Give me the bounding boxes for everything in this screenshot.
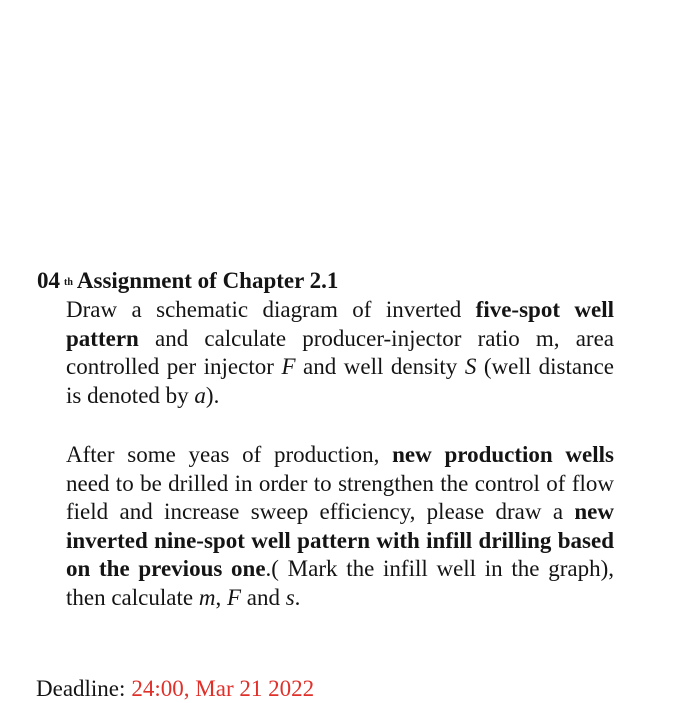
- task-paragraph-nine-spot: [66, 441, 614, 612]
- deadline-label: Deadline:: [36, 676, 126, 701]
- deadline-line: [36, 675, 314, 703]
- bold-term-new-wells: new production wells: [392, 442, 614, 467]
- italic-symbol-S: S: [464, 354, 477, 379]
- deadline-date: 24:00, Mar 21 2022: [131, 676, 315, 701]
- italic-symbol-F: F: [281, 354, 296, 379]
- italic-symbol-s: s: [285, 584, 295, 610]
- text-run: need to be drilled in order to strengthen the control of flow field and increase sweep efficiency, please draw a: [66, 470, 614, 524]
- italic-symbol-F: F: [226, 584, 241, 610]
- text-run: and: [241, 584, 286, 610]
- text-run: ).: [205, 382, 220, 408]
- text-run: Draw a schematic diagram of inverted: [66, 297, 476, 322]
- text-run: and well density: [295, 354, 465, 379]
- text-run: .: [294, 584, 301, 610]
- text-run: and calculate producer-injector ratio m, area controlled per injector: [66, 325, 614, 379]
- text-run: After some yeas of production,: [66, 442, 393, 467]
- assignment-title: Assignment of Chapter 2.1: [76, 268, 339, 293]
- assignment-number-superscript: th: [64, 277, 73, 288]
- assignment-number: 04: [37, 268, 60, 293]
- italic-symbol-a: a: [194, 382, 206, 408]
- text-run: ,: [215, 584, 227, 610]
- bold-term-five-spot: five-spot well pattern: [66, 297, 614, 351]
- assignment-heading: [37, 266, 338, 296]
- text-run: (well distance is denoted by: [66, 354, 614, 408]
- task-paragraph-five-spot: [66, 296, 614, 410]
- bold-term-nine-spot: new inverted nine-spot well pattern with infill drilling based on the previous one: [66, 499, 614, 581]
- italic-symbol-m: m: [198, 584, 216, 610]
- text-run: .( Mark the infill well in the graph), then calculate: [66, 556, 614, 610]
